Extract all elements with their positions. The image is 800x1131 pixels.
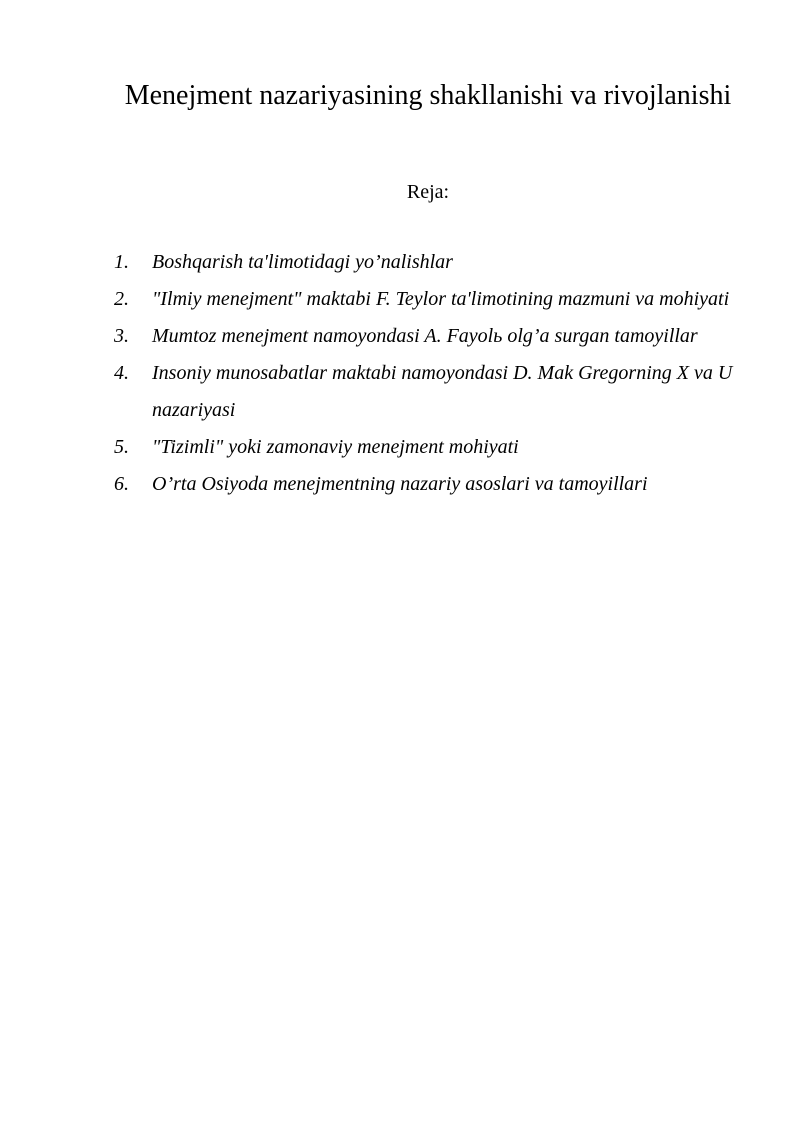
plan-item-number: 5. xyxy=(114,436,129,458)
plan-item-text: "Tizimli" yoki zamonaviy menejment mohiyati xyxy=(152,436,519,458)
plan-item-number: 4. xyxy=(114,362,129,384)
plan-item-number: 2. xyxy=(114,288,129,310)
plan-item-text: Insoniy munosabatlar maktabi namoyondasi D. Mak Gregorning X va U nazariyasi xyxy=(152,362,733,421)
plan-item-number: 3. xyxy=(114,325,129,347)
plan-item-text: Mumtoz menejment namoyondasi A. Fayolь olg’a surgan tamoyillar xyxy=(152,325,698,347)
plan-item-3 xyxy=(0,318,752,355)
plan-item-2 xyxy=(0,281,752,318)
plan-item-4 xyxy=(0,355,752,429)
plan-item-6 xyxy=(0,466,752,503)
plan-item-text: Boshqarish ta'limotidagi yo’nalishlar xyxy=(152,251,453,273)
plan-item-1 xyxy=(0,244,752,281)
plan-item-number: 1. xyxy=(114,251,129,273)
plan-item-text: "Ilmiy menejment" maktabi F. Teylor ta'limotining mazmuni va mohiyati xyxy=(152,288,730,310)
plan-item-number: 6. xyxy=(114,473,129,495)
plan-heading: Reja: xyxy=(406,181,450,203)
plan-item-text: O’rta Osiyoda menejmentning nazariy asoslari va tamoyillari xyxy=(152,473,648,495)
page-title: Menejment nazariyasining shakllanishi va rivojlanishi xyxy=(124,80,732,111)
plan-list xyxy=(0,244,752,503)
plan-item-5 xyxy=(0,429,752,466)
